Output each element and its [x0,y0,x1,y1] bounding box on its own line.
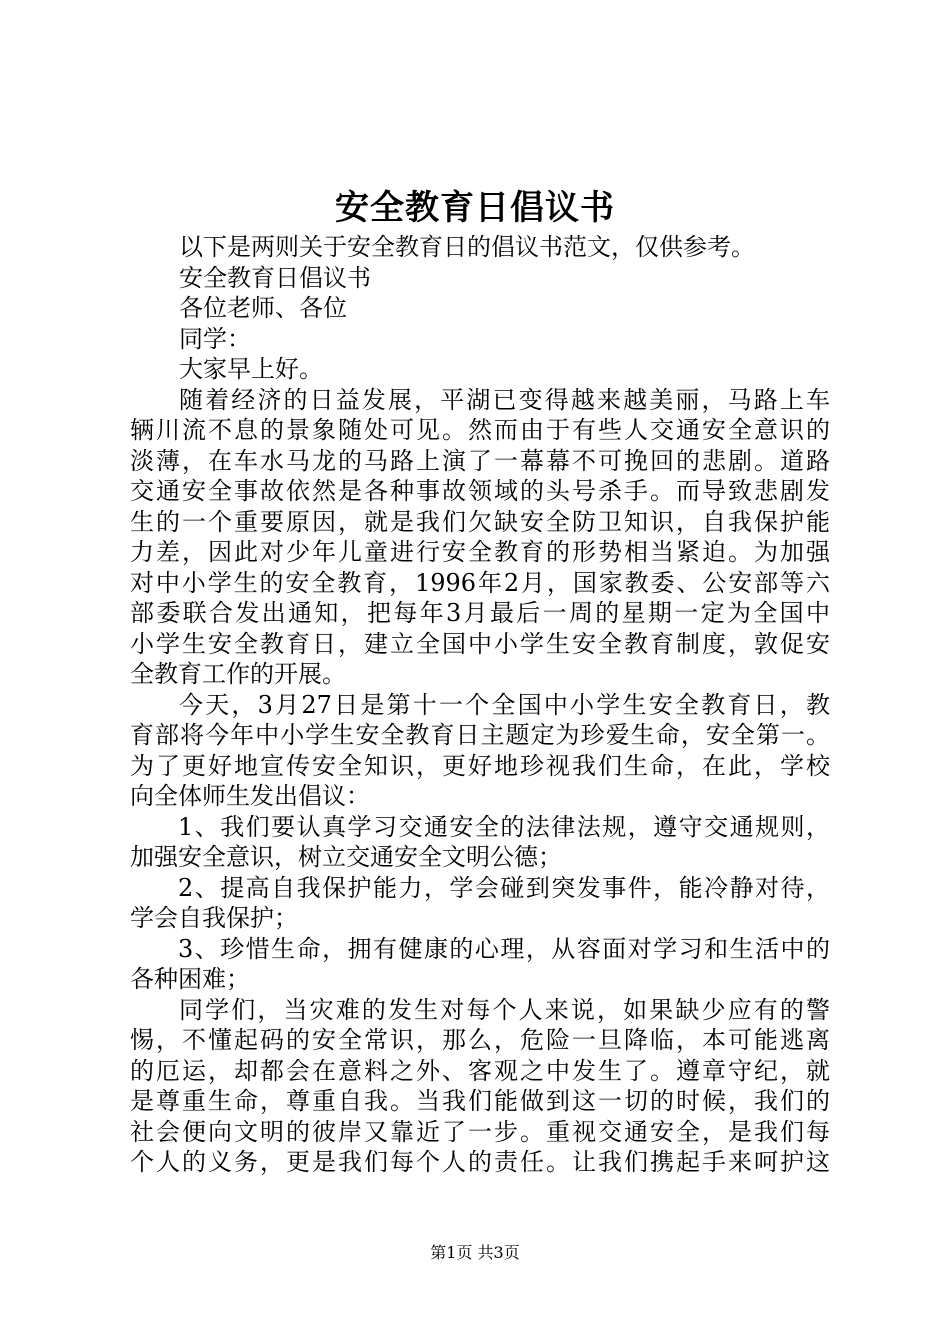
text-line: 为了更好地宣传安全知识，更好地珍视我们生命，在此，学校 [130,751,830,780]
text-line: 加强安全意识，树立交通安全文明公德； [130,843,562,871]
text-line: 辆川流不息的景象随处可见。然而由于有些人交通安全意识的 [130,416,830,444]
text-line: 力差，因此对少年儿童进行安全教育的形势相当紧迫。为加强 [130,538,830,566]
text-line: 交通安全事故依然是各种事故领域的头号杀手。而导致悲剧发 [130,477,830,505]
page-title: 安全教育日倡议书 [335,188,615,228]
text-line: 惕，不懂起码的安全常识，那么，危险一旦降临，本可能逃离 [130,1026,830,1054]
text-line: 向全体师生发出倡议： [130,782,370,810]
text-line: 淡薄，在车水马龙的马路上演了一幕幕不可挽回的悲剧。道路 [130,446,830,475]
text-line: 1、我们要认真学习交通安全的法律法规，遵守交通规则， [178,812,830,841]
text-line: 的厄运，却都会在意料之外、客观之中发生了。遵章守纪，就 [130,1056,830,1085]
text-line: 学会自我保护； [130,904,298,932]
text-line: 安全教育日倡议书 [179,263,371,292]
text-line: 大家早上好。 [179,355,323,383]
document-body [130,232,830,1178]
text-line: 各位老师、各位 [179,294,347,322]
text-line: 对中小学生的安全教育，1996年2月，国家教委、公安部等六 [130,568,830,597]
text-line: 各种困难； [130,965,250,993]
text-line: 是尊重生命，尊重自我。当我们能做到这一切的时候，我们的 [130,1087,830,1115]
text-line: 个人的义务，更是我们每个人的责任。让我们携起手来呵护这 [130,1148,830,1176]
text-line: 部委联合发出通知，把每年3月最后一周的星期一定为全国中 [130,599,830,627]
text-line: 生的一个重要原因，就是我们欠缺安全防卫知识，自我保护能 [130,507,830,536]
text-line: 随着经济的日益发展，平湖已变得越来越美丽，马路上车 [179,385,830,414]
text-line: 同学们，当灾难的发生对每个人来说，如果缺少应有的警 [179,995,830,1024]
text-line: 今天，3月27日是第十一个全国中小学生安全教育日，教 [179,690,830,719]
text-line: 同学： [179,324,251,353]
text-line: 2、提高自我保护能力，学会碰到突发事件，能冷静对待， [178,873,830,902]
text-line: 全教育工作的开展。 [130,660,346,688]
text-line: 育部将今年中小学生安全教育日主题定为珍爱生命，安全第一。 [130,721,830,749]
text-line: 小学生安全教育日，建立全国中小学生安全教育制度，敦促安 [130,629,830,658]
page-number: 第1页 共3页 [430,1243,520,1262]
text-line: 以下是两则关于安全教育日的倡议书范文，仅供参考。 [179,233,755,261]
text-line: 3、珍惜生命，拥有健康的心理，从容面对学习和生活中的 [178,934,830,963]
text-line: 社会便向文明的彼岸又靠近了一步。重视交通安全，是我们每 [130,1117,830,1146]
